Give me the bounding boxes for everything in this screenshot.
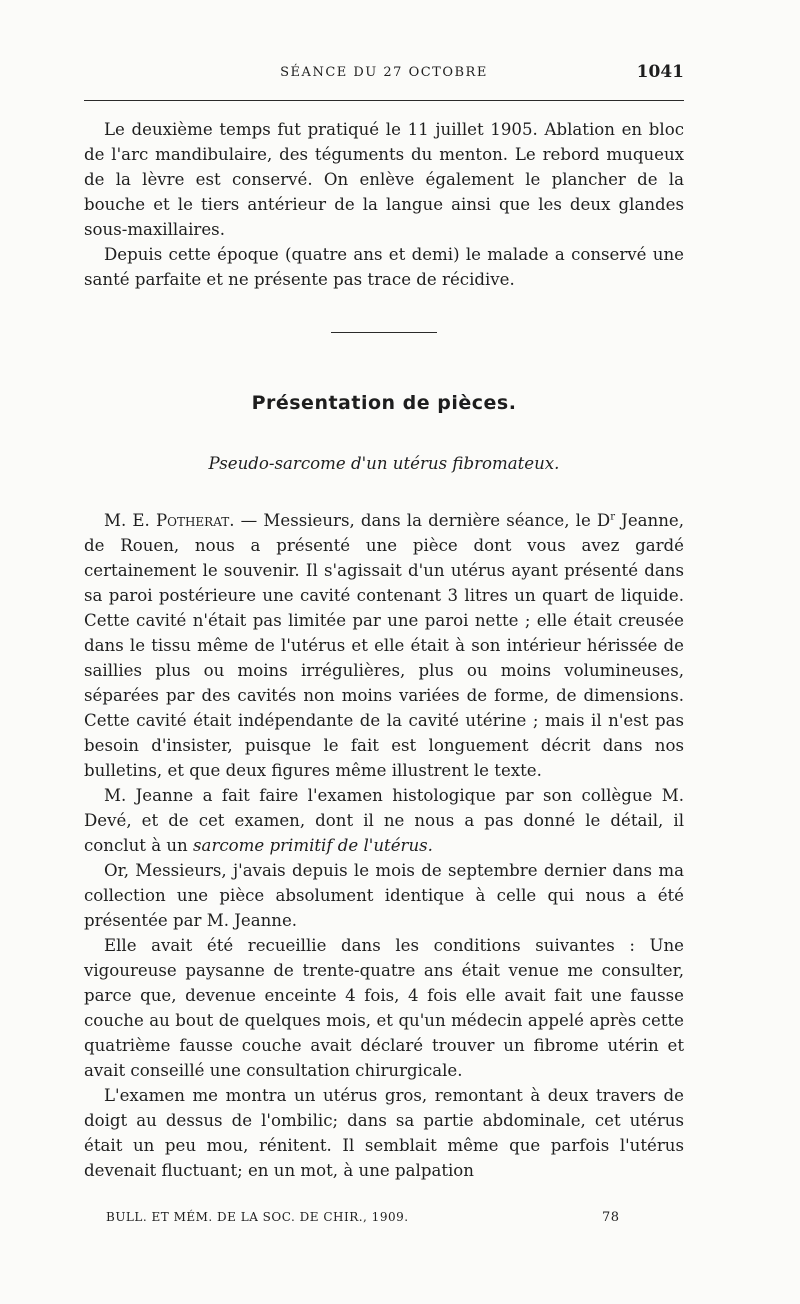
- running-title: SÉANCE DU 27 OCTOBRE: [280, 65, 488, 80]
- section-subtitle: Pseudo-sarcome d'un utérus fibromateux.: [208, 454, 560, 473]
- page-number: 1041: [636, 62, 684, 82]
- paragraph-text: Jeanne, de Rouen, nous a présenté une pièce dont vous avez gardé certainement le souvenir. Il s'agissait d'un utérus ayant présenté dans sa paroi postérieure une cavité contenant 3 litres un quart de liquide. Cette cavité n'était pas limitée par une paroi nette ; elle était creusée dans le tissu même de l'utérus et elle était à son intérieur hérissée de saillies plus ou moins irrégulières, plus ou moins volumineuses, séparées par des cavités non moins variées de forme, de dimensions. Cette cavité était indépendante de la cavité utérine ; mais il n'est pas besoin d'insister, puisque le fait est longuement décrit dans nos bulletins, et que deux figures même illustrent le texte.: [84, 511, 685, 780]
- signature-mark: 78: [602, 1210, 620, 1225]
- paragraph-text: . — Messieurs, dans la dernière séance, le D: [229, 511, 611, 530]
- paragraph: L'examen me montra un utérus gros, remontant à deux travers de doigt au dessus de l'ombilic; dans sa partie abdominale, cet utérus était un peu mou, rénitent. Il semblait même que parfois l'utérus devenait fluctuant; en un mot, à une palpation: [84, 1086, 684, 1180]
- paragraph: Elle avait été recueillie dans les conditions suivantes : Une vigoureuse paysanne de trente-quatre ans était venue me consulter, parce que, devenue enceinte 4 fois, 4 fois elle avait fait une fausse couche au bout de quelques mois, et qu'un médecin appelé après cette quatrième fausse couche avait déclaré trouver un fibrome utérin et avait conseillé une consultation chirurgicale.: [84, 936, 684, 1080]
- paragraph-text: M. Jeanne a fait faire l'examen histologique par son collègue M. Devé, et de cet examen, dont il ne nous a pas donné le détail, il conclut à un: [84, 786, 684, 855]
- paragraph: Le deuxième temps fut pratiqué le 11 juillet 1905. Ablation en bloc de l'arc mandibulaire, des téguments du menton. Le rebord muqueux de la lèvre est conservé. On enlève également le plancher de la bouche et le tiers antérieur de la langue ainsi que les deux glandes sous-maxillaires.: [84, 120, 684, 239]
- speaker-name: Potherat: [155, 511, 230, 530]
- paragraph: [84, 508, 684, 783]
- section-title: Présentation de pièces.: [251, 392, 517, 414]
- section-separator: [331, 332, 437, 333]
- paragraph: Or, Messieurs, j'avais depuis le mois de septembre dernier dans ma collection une pièce absolument identique à celle qui nous a été présentée par M. Jeanne.: [84, 861, 684, 930]
- page-header: [84, 62, 684, 88]
- speaker-prefix: M. E.: [104, 511, 156, 530]
- paragraph: Depuis cette époque (quatre ans et demi) le malade a conservé une santé parfaite et ne présente pas trace de récidive.: [84, 245, 684, 289]
- text-block-2: [84, 508, 684, 1183]
- header-rule: [84, 100, 684, 101]
- superscript: r: [610, 511, 616, 523]
- text-block-1: [84, 117, 684, 292]
- page-footer: [84, 1210, 684, 1230]
- paragraph: [84, 783, 684, 858]
- italic-phrase: sarcome primitif de l'utérus.: [193, 836, 433, 855]
- journal-reference: BULL. ET MÉM. DE LA SOC. DE CHIR., 1909.: [106, 1210, 409, 1224]
